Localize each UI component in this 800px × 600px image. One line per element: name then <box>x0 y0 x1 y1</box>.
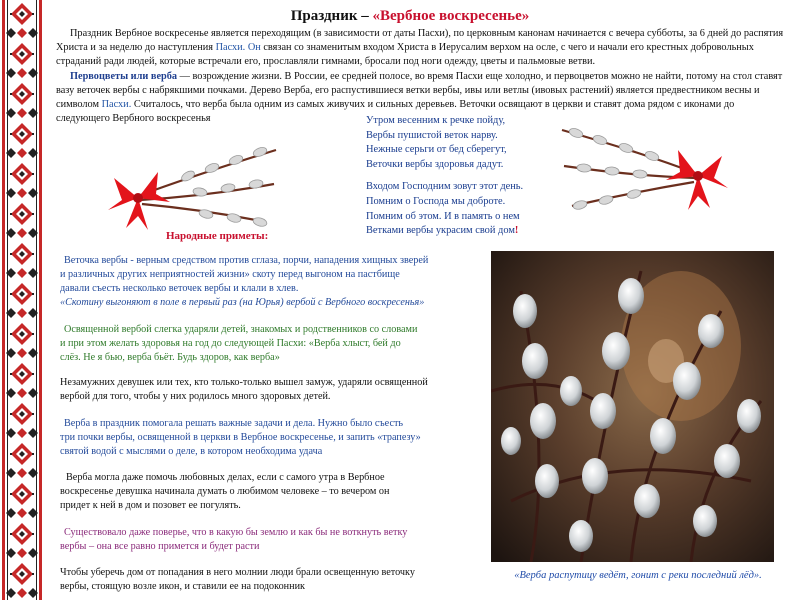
text-line: и при этом желать здоровья на год до следующей Пасхи: «Верба хлыст, бей до <box>60 338 401 349</box>
sign-block-3 <box>60 376 428 404</box>
intro-run: — возрождение жизни. В России, ее средней полосе, во время Пасхи еще холодно, и первоцветов можно не найти, потому на стол ставят вазу веточек вербы с набрякшими почками. Дерево Верба, его распустившиеся ветки вербы, ивы или ветлы (ивовых растений) является предвестником весны и символом <box>56 70 783 111</box>
text-line: три почки вербы, освященной в церкви в Вербное воскресенье, и запить «трапезу» <box>60 432 421 443</box>
photo-caption: «Верба распутицу ведёт, гонит с реки последний лёд». <box>514 570 762 581</box>
text-line: Веточка вербы - верным средством против сглаза, порчи, нападения хищных зверей <box>64 255 429 266</box>
text-line: слёз. Не я бью, верба бьёт. Будь здоров, как верба» <box>60 352 280 363</box>
text-line: Утром весенним к речке пойду, <box>366 115 506 126</box>
sign-block-4 <box>60 417 421 459</box>
sign-block-1: Веточка вербы - верным средством против сглаза, порчи, нападения хищных зверей и различных других неприятностей жизни» скоту перед выгоном на пастбище давали съесть несколько веточек вербы и клали в хлев. «Скотину выгоняют в поле в первый раз (на Юрья) вербой с Вербного воскресенья» <box>60 255 429 308</box>
sign-block-6 <box>60 526 407 554</box>
text-line: и различных других неприятностей жизни» скоту перед выгоном на пастбище <box>60 269 400 280</box>
text-line: Нежные серьги от бед сберегут, <box>366 144 507 156</box>
text-line: Помним о Господа мы доброте. <box>366 195 506 207</box>
text-line: давали съесть несколько веточек вербы и клали в хлев. <box>60 283 299 294</box>
text-line: Незамужних девушек или тех, кто только-только вышел замуж, ударяли освященной <box>60 377 428 388</box>
ornament-border <box>0 0 44 600</box>
text-line: святой водой с мыслями о деле, в котором необходима удача <box>60 446 323 457</box>
text-line: воскресенье девушка начинала думать о любимом человеке – то вечером он <box>60 486 390 497</box>
text-line: Верба могла даже помочь любовных делах, если с самого утра в Вербное <box>66 472 385 483</box>
text-line: Веточки вербы здоровья дадут. <box>366 158 504 170</box>
text-line: Освященной вербой слегка ударяли детей, знакомых и родственников со словами <box>64 324 418 335</box>
intro-run: Праздник Вербное воскресенье является переходящим (в зависимости от даты Пасхи), по церковным канонам начинается с вечера субботы, за 6 дней до распятия Христа и за неделю до наступления <box>56 28 784 54</box>
page-title: Праздник – «Вербное воскресенье» <box>290 8 530 24</box>
willow-bouquet-icon <box>108 136 280 232</box>
signs-heading: Народные приметы: <box>166 230 269 242</box>
text-line: Верба в праздник помогала решать важные задачи и дела. Нужно было съесть <box>64 418 404 429</box>
sign-block-5 <box>60 471 389 513</box>
poem: Утром весенним к речке пойду, Вербы пушистой веток нарву. Нежные серьги от бед сберегут, Веточки вербы здоровья дадут. Входом Господним зовут этот день. Помним о Господа мы доброте. Помним об этом. И в память о нем Ветками вербы украсим свой дом! <box>366 114 596 239</box>
text-line: вербой для того, чтобы у них родилось много здоровых детей. <box>60 391 331 402</box>
sign-block-7 <box>60 566 415 594</box>
intro-run: Считалось, что верба была одним из самых живучих и сильных деревьев. Веточки освящают в церкви и ставят дома рядом с иконами до следующего Вербного воскресенья <box>56 99 735 125</box>
text-line: Чтобы уберечь дом от попадания в него молнии люди брали освещенную веточку <box>60 567 415 578</box>
willow-photo <box>491 251 774 562</box>
intro-paragraph-1 <box>56 27 790 70</box>
intro-run: связан со знаменитым входом Христа в Иерусалим верхом на осле, с чего и начали его крестных добровольных страданий ради людей, которые встречали его, прославляли гимнами, бросали под ноги одежду, цветы и пальмовые ветви. <box>56 42 754 68</box>
intro-run: Первоцветы или верба <box>70 70 178 82</box>
intro-text <box>56 27 790 126</box>
intro-run: Пасхи. Он <box>215 42 261 54</box>
sign-block-2 <box>60 323 417 365</box>
text-line: Вербы пушистой веток нарву. <box>366 129 498 141</box>
intro-run: Пасхи. <box>101 99 132 111</box>
text-line: вербы, стоящую возле икон, и ставили ее на подоконник <box>60 581 305 592</box>
text-line: Существовало даже поверье, что в какую бы землю и как бы не воткнуть ветку <box>64 527 408 538</box>
text-line: придет к ней в дом и позовет ее погулять. <box>60 500 241 511</box>
text-line: вербы – она все равно примется и будет расти <box>60 541 260 552</box>
text-line: Входом Господним зовут этот день. <box>366 181 524 193</box>
text-line: Помним об этом. И в память о нем <box>366 210 520 222</box>
